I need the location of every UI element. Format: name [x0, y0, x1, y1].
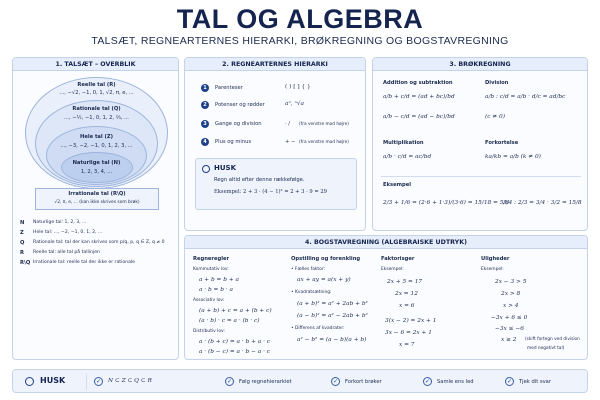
rule-line: x ≥ 2: [501, 337, 517, 343]
division-title: Division: [485, 80, 509, 86]
rule-line: Distributiv lov:: [193, 329, 225, 334]
footer-husk: HUSK: [40, 376, 66, 385]
reals-examples: ..., −√2, −1, 0, 1, √2, π, e, ...: [59, 90, 134, 96]
section-title: 2. REGNEARTERNES HIERARKI: [185, 58, 365, 71]
example-title: Eksempel: [383, 182, 412, 188]
step-number: 1: [201, 84, 209, 92]
rule-line: x = 7: [399, 342, 415, 348]
example-division: 3/4 : 2/3 = 3/4 · 3/2 = 15/8: [503, 200, 582, 206]
reals-label: Reelle tal (R): [77, 82, 116, 88]
check-icon: ✓: [424, 378, 431, 385]
rule-line: x = 6: [399, 303, 415, 309]
rule-line: Eksempel:: [481, 267, 504, 272]
legend-text-n: Naturlige tal: 1, 2, 3, ...: [33, 220, 87, 225]
legend-text-r: Reelle tal: alle tal på tallinjen: [33, 250, 100, 255]
check-icon: ✓: [95, 378, 102, 385]
page-title: TAL OG ALGEBRA: [176, 4, 424, 34]
section-title: 4. BOGSTAVREGNING (ALGEBRAISKE UDTRYK): [185, 236, 587, 249]
rule-line: (a + b)² = a² + 2ab + b²: [297, 301, 368, 307]
rule-line: 2x = 12: [395, 291, 418, 297]
step-number: 4: [201, 138, 209, 146]
addition-rule: a/b + c/d = (ad + bc)/bd: [383, 94, 455, 100]
check-icon: ✓: [332, 378, 339, 385]
check-icon: ✓: [506, 378, 513, 385]
step-label: Gange og division: [215, 121, 262, 127]
rule-line: 3x − 6 = 2x + 1: [385, 330, 432, 336]
irrationals-box: [35, 188, 159, 210]
section-title: 3. BRØKREGNING: [373, 58, 587, 71]
rule-line: (a − b)² = a² − 2ab + b²: [297, 313, 368, 319]
footer-bar: [12, 369, 588, 393]
rule-line: ax + ay = a(x + y): [297, 277, 351, 283]
addition-title: Addition og subtraktion: [383, 80, 453, 86]
legend-sym-r: R: [20, 250, 24, 256]
step-note: (fra venstre mod højre): [299, 122, 349, 127]
rule-line: a · b = b · a: [199, 287, 233, 293]
example-addition: 2/3 + 1/6 = (2·6 + 1·3)/(3·6) = 15/18 = 5/6: [383, 200, 510, 206]
legend-text-q: Rationale tal: tal der kan skrives som p/q, p, q ∈ Z, q ≠ 0: [33, 240, 165, 245]
husk-example: Eksempel: 2 + 3 · (4 − 1)² = 2 + 3 · 9 = 29: [214, 189, 327, 195]
rule-line: • Fælles faktor:: [291, 267, 326, 272]
rule-line: 2x + 5 = 17: [387, 279, 423, 285]
footer-item: Tjek dit svar: [519, 379, 551, 385]
rule-line: • Kvadratsætning:: [291, 290, 332, 295]
step-symbols: + −: [285, 139, 296, 145]
rule-line: Kommutativ lov:: [193, 267, 229, 272]
legend-sym-n: N: [20, 220, 25, 226]
rule-line: x > 4: [503, 303, 519, 309]
legend-sym-rq: R\Q: [20, 260, 31, 266]
column-title: Regneregler: [193, 256, 230, 262]
division-condition: (c ≠ 0): [485, 114, 506, 120]
section-number-sets: [12, 57, 179, 360]
section-algebra: [184, 235, 588, 360]
subtraction-rule: a/b − c/d = (ad − bc)/bd: [383, 114, 455, 120]
footer-item: Samle ens led: [437, 379, 474, 385]
integers-examples: ..., −3, −2, −1, 0, 1, 2, 3, ...: [60, 143, 133, 149]
rationals-examples: ..., −½, −1, 0, 1, 2, ⅔, ...: [64, 115, 129, 121]
naturals-ellipse: [61, 152, 133, 183]
section-title: 1. TALSÆT – OVERBLIK: [13, 58, 178, 71]
rationals-label: Rationale tal (Q): [72, 106, 121, 112]
rule-line: 2x − 3 > 5: [495, 279, 527, 285]
column-title: Opstilling og forenkling: [291, 256, 361, 262]
multiplication-rule: a/b · c/d = ac/bd: [383, 154, 432, 160]
rule-line: (a + b) + c = a + (b + c): [199, 308, 272, 314]
footer-chain: N ⊂ Z ⊂ Q ⊂ R: [108, 378, 152, 384]
division-rule: a/b : c/d = a/b · d/c = ad/bc: [485, 94, 566, 100]
rule-line: 3(x − 2) = 2x + 1: [385, 318, 437, 324]
step-symbols: · /: [285, 121, 291, 127]
footer-item: Forkort brøker: [345, 379, 382, 385]
naturals-examples: 1, 2, 3, 4, ...: [80, 169, 113, 175]
step-label: Plus og minus: [215, 139, 252, 145]
rule-line: (a · b) · c = a · (b · c): [199, 318, 260, 324]
lightbulb-icon: [25, 377, 34, 386]
step-symbols: aⁿ, ⁿ√a: [285, 101, 304, 107]
legend-text-rq: Irrationale tal: reelle tal der ikke er rationale: [33, 260, 135, 265]
rule-line: a² − b² = (a − b)(a + b): [297, 337, 367, 343]
rule-line: a · (b − c) = a · b − a · c: [199, 349, 271, 355]
rule-line: Associativ lov:: [193, 298, 225, 303]
section-operations-hierarchy: [184, 57, 366, 231]
rule-line: a + b = b + a: [199, 277, 239, 283]
rule-line: −3x + 6 ≤ 0: [491, 315, 528, 321]
step-number: 3: [201, 120, 209, 128]
multiplication-title: Multiplikation: [383, 140, 424, 146]
husk-text: Regn altid efter denne rækkefølge.: [214, 177, 305, 183]
reduction-rule: ka/kb = a/b (k ≠ 0): [485, 154, 541, 160]
lightbulb-icon: [202, 165, 210, 173]
naturals-label: Naturlige tal (N): [72, 160, 121, 166]
rule-line: a · (b + c) = a · b + a · c: [199, 339, 271, 345]
rule-line: Eksempel:: [381, 267, 404, 272]
legend-sym-z: Z: [20, 230, 24, 236]
integers-label: Hele tal (Z): [79, 134, 114, 140]
rule-line: 2x > 8: [501, 291, 521, 297]
divider: [381, 176, 581, 177]
footer-item: Følg regnehierarkiet: [239, 379, 292, 385]
section-fractions: [372, 57, 588, 231]
step-label: Parenteser: [215, 85, 243, 91]
rule-line: med negativt tal): [527, 346, 565, 351]
legend-sym-q: Q: [20, 240, 25, 246]
rule-line: (skift fortegn ved division: [525, 337, 580, 342]
divider: [86, 374, 87, 390]
reduction-title: Forkortelse: [485, 140, 519, 146]
step-note: (fra venstre mod højre): [299, 140, 349, 145]
irrationals-label: Irrationale tal (R\Q): [68, 191, 126, 197]
irrationals-examples: √2, π, e, ... (kan ikke skrives som brøk): [54, 200, 140, 205]
page-subtitle: TALSÆT, REGNEARTERNES HIERARKI, BRØKREGNING OG BOGSTAVREGNING: [91, 35, 509, 47]
check-icon: ✓: [226, 378, 233, 385]
rule-line: • Differens af kvadrater:: [291, 326, 345, 331]
legend-text-z: Hele tal: ..., −2, −1, 0, 1, 2, ...: [33, 230, 103, 235]
husk-box: [195, 158, 357, 210]
step-label: Potenser og rødder: [215, 102, 265, 108]
husk-title: HUSK: [214, 164, 237, 172]
step-number: 2: [201, 101, 209, 109]
column-title: Faktorisger: [381, 256, 415, 262]
column-title: Uligheder: [481, 256, 510, 262]
rule-line: −3x ≤ −6: [495, 326, 524, 332]
step-symbols: ( ) [ ] { }: [285, 84, 311, 90]
